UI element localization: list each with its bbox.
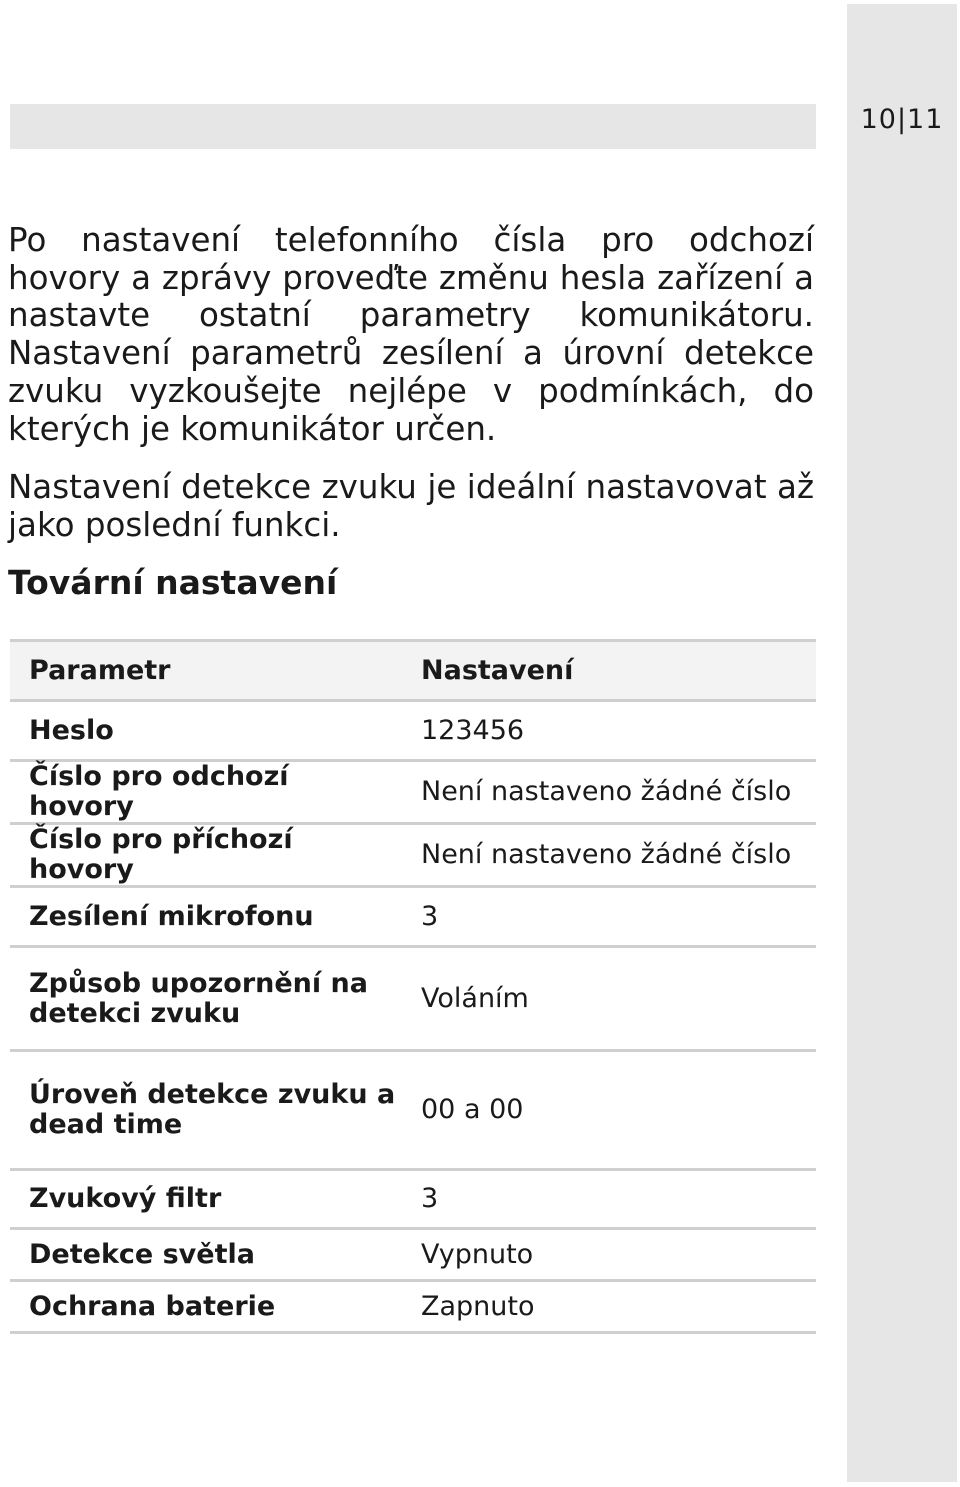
column-header-setting: Nastavení [401, 641, 816, 701]
row-value: 3 [401, 1170, 816, 1229]
row-parameter: Ochrana baterie [10, 1281, 401, 1333]
row-value: 00 a 00 [401, 1051, 816, 1170]
row-value: Zapnuto [401, 1281, 816, 1333]
side-margin-strip [847, 4, 957, 1482]
row-value: 3 [401, 887, 816, 947]
page-number: 10|11 [860, 104, 944, 135]
column-header-parameter: Parametr [10, 641, 401, 701]
row-parameter: Zvukový filtr [10, 1170, 401, 1229]
row-parameter: Způsob upozornění na detekci zvuku [10, 947, 401, 1051]
row-parameter: Zesílení mikrofonu [10, 887, 401, 947]
row-parameter: Číslo pro příchozí hovory [10, 824, 401, 887]
table-row [10, 1170, 816, 1229]
row-parameter: Heslo [10, 701, 401, 761]
table-row [10, 887, 816, 947]
table-row [10, 701, 816, 761]
row-parameter: Úroveň detekce zvuku a dead time [10, 1051, 401, 1170]
table-row [10, 1281, 816, 1333]
row-value: Vypnuto [401, 1229, 816, 1281]
table-row [10, 824, 816, 887]
table-row [10, 761, 816, 824]
intro-paragraph-1: Po nastavení telefonního čísla pro odchozí hovory a zprávy proveďte změnu hesla zařízení a nastavte ostatní parametry komunikátoru. Nastavení parametrů zesílení a úrovní detekce zvuku vyzkoušejte nejlépe v podmínkách, do kterých je komunikátor určen. [8, 221, 814, 448]
row-value: 123456 [401, 701, 816, 761]
intro-paragraph-2: Nastavení detekce zvuku je ideální nastavovat až jako poslední funkci. [8, 468, 814, 544]
row-value: Voláním [401, 947, 816, 1051]
factory-settings-table [10, 639, 816, 1334]
table-row [10, 1229, 816, 1281]
header-band [10, 104, 816, 149]
row-value: Není nastaveno žádné číslo [401, 761, 816, 824]
row-value: Není nastaveno žádné číslo [401, 824, 816, 887]
table-row [10, 947, 816, 1051]
row-parameter: Detekce světla [10, 1229, 401, 1281]
intro-text [8, 222, 814, 545]
row-parameter: Číslo pro odchozí hovory [10, 761, 401, 824]
section-title: Tovární nastavení [8, 563, 338, 602]
table-header-row [10, 641, 816, 701]
table-row [10, 1051, 816, 1170]
